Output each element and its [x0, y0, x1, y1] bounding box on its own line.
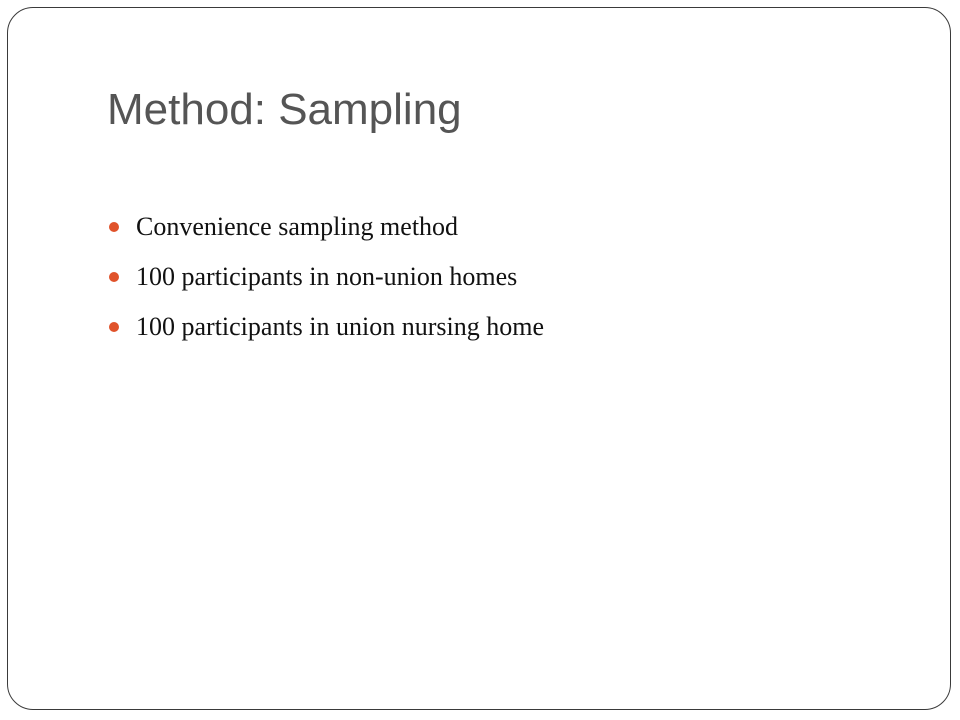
bullet-item [107, 255, 544, 305]
bullet-list [107, 205, 544, 355]
bullet-text: Convenience sampling method [136, 212, 459, 241]
bullet-text: 100 participants in non-union homes [136, 262, 518, 291]
bullet-item [107, 205, 544, 255]
slide-title: Method: Sampling [107, 85, 462, 134]
bullet-dot-icon [109, 322, 119, 332]
bullet-dot-icon [109, 222, 119, 232]
bullet-text: 100 participants in union nursing home [136, 312, 545, 341]
bullet-item [107, 305, 544, 355]
bullet-dot-icon [109, 272, 119, 282]
